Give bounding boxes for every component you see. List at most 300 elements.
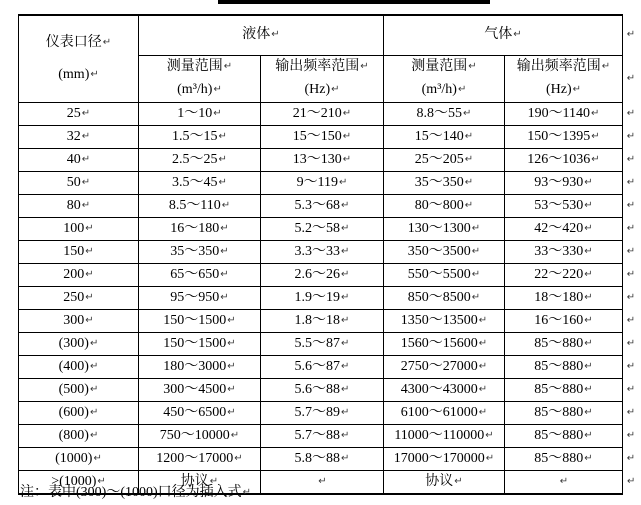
- table-cell: [384, 401, 505, 424]
- cell-value: 35～350: [170, 243, 220, 259]
- pilcrow-mark: ↵: [218, 176, 227, 188]
- table-cell: [139, 424, 261, 447]
- pilcrow-mark: ↵: [627, 475, 636, 487]
- pilcrow-mark: ↵: [81, 153, 91, 165]
- table-cell: [384, 263, 505, 286]
- row-end-mark: [623, 424, 639, 447]
- table-row: [19, 217, 639, 240]
- pilcrow-mark: ↵: [93, 452, 102, 464]
- pilcrow-mark: ↵: [85, 268, 94, 280]
- table-cell: [505, 470, 623, 494]
- cell-value: 1～10: [177, 105, 213, 121]
- table-cell: [384, 332, 505, 355]
- pilcrow-mark: ↵: [339, 176, 348, 188]
- pilcrow-mark: ↵: [89, 406, 99, 418]
- pilcrow-mark: ↵: [97, 475, 106, 487]
- table-cell: [505, 171, 623, 194]
- table-row: [19, 424, 639, 447]
- cell-value: 85～880: [534, 427, 584, 443]
- table-header-row-1: [19, 15, 639, 55]
- pilcrow-mark: ↵: [81, 199, 91, 211]
- cell-value: 1560～15600: [400, 335, 478, 351]
- pilcrow-mark: ↵: [342, 130, 352, 142]
- cell-value: 3.3～33: [294, 243, 341, 259]
- row-end-mark: [623, 263, 639, 286]
- pilcrow-mark: ↵: [89, 337, 99, 349]
- table-cell: [505, 263, 623, 286]
- pilcrow-mark: ↵: [584, 452, 593, 464]
- table-cell: [261, 171, 384, 194]
- pilcrow-mark: ↵: [591, 130, 600, 142]
- pilcrow-mark: ↵: [626, 29, 636, 40]
- cell-value: 协议: [180, 473, 209, 489]
- cell-value: 5.7～88: [294, 427, 341, 443]
- pilcrow-mark: ↵: [471, 268, 481, 280]
- cell-value: (300): [58, 335, 89, 351]
- pilcrow-mark: ↵: [341, 222, 350, 234]
- row-end-mark: [623, 286, 639, 309]
- cell-value: 85～880: [534, 381, 584, 397]
- cell-value: 25～205: [414, 151, 464, 167]
- pilcrow-mark: ↵: [341, 268, 350, 280]
- table-cell: [384, 194, 505, 217]
- table-cell: [384, 424, 505, 447]
- cell-value: 6100～61000: [400, 404, 478, 420]
- table-cell: [384, 125, 505, 148]
- pilcrow-mark: ↵: [342, 107, 352, 119]
- table-cell: [384, 240, 505, 263]
- table-cell: [505, 424, 623, 447]
- cell-value: 5.8～88: [294, 450, 341, 466]
- table-cell: [139, 447, 261, 470]
- pilcrow-mark: ↵: [464, 176, 474, 188]
- table-row: [19, 263, 639, 286]
- table-cell: [19, 194, 139, 217]
- table-row: [19, 401, 639, 424]
- pilcrow-mark: ↵: [626, 268, 636, 280]
- pilcrow-mark: ↵: [626, 222, 636, 234]
- table-cell: [261, 102, 384, 125]
- table-cell: [139, 286, 261, 309]
- cell-value: 5.7～89: [294, 404, 341, 420]
- pilcrow-mark: ↵: [454, 475, 463, 487]
- table-cell: [139, 401, 261, 424]
- cell-value: 95～950: [170, 289, 220, 305]
- cell-value: 450～6500: [163, 404, 227, 420]
- pilcrow-mark: ↵: [601, 60, 611, 72]
- pilcrow-mark: ↵: [271, 29, 280, 41]
- table-cell: [384, 102, 505, 125]
- cell-value: 4300～43000: [400, 381, 478, 397]
- header-cell-gas-frequency: 输出频率范围↵ (Hz)↵: [505, 55, 623, 102]
- pilcrow-mark: ↵: [341, 406, 350, 418]
- pilcrow-mark: ↵: [341, 452, 350, 464]
- pilcrow-mark: ↵: [584, 222, 593, 234]
- pilcrow-mark: ↵: [478, 383, 488, 395]
- pilcrow-mark: ↵: [626, 245, 636, 257]
- cell-value: 80～800: [414, 197, 464, 213]
- cell-value: 1200～17000: [156, 450, 234, 466]
- cell-value: 15～150: [292, 128, 342, 144]
- pilcrow-mark: ↵: [626, 199, 636, 211]
- pilcrow-mark: ↵: [234, 452, 243, 464]
- table-cell: [261, 217, 384, 240]
- pilcrow-mark: ↵: [341, 337, 350, 349]
- pilcrow-mark: ↵: [221, 199, 231, 211]
- cell-value: 850～8500: [407, 289, 471, 305]
- cell-value: 5.3～68: [294, 197, 341, 213]
- pilcrow-mark: ↵: [341, 383, 350, 395]
- table-cell: [384, 171, 505, 194]
- cell-value: 100: [63, 220, 85, 236]
- table-cell: [505, 286, 623, 309]
- pilcrow-mark: ↵: [626, 107, 636, 119]
- cell-value: (800): [58, 427, 89, 443]
- cell-value: 1.5～15: [172, 128, 218, 144]
- header-cell-diameter: [19, 15, 139, 102]
- table-cell: [384, 470, 505, 494]
- table-cell: [505, 378, 623, 401]
- table-cell: [505, 125, 623, 148]
- row-end-mark: [623, 171, 639, 194]
- cell-value: 8.5～110: [168, 197, 221, 213]
- pilcrow-mark: ↵: [220, 291, 229, 303]
- pilcrow-mark: ↵: [227, 406, 236, 418]
- table-cell: [139, 102, 261, 125]
- pilcrow-mark: ↵: [464, 199, 474, 211]
- pilcrow-mark: ↵: [471, 291, 481, 303]
- table-cell: [505, 194, 623, 217]
- pilcrow-mark: ↵: [341, 429, 350, 441]
- table-row: [19, 355, 639, 378]
- table-row: [19, 148, 639, 171]
- pilcrow-mark: ↵: [471, 222, 481, 234]
- pilcrow-mark: ↵: [341, 291, 350, 303]
- table-cell: [19, 401, 139, 424]
- pilcrow-mark: ↵: [485, 452, 495, 464]
- table-cell: [505, 102, 623, 125]
- pilcrow-mark: ↵: [626, 130, 636, 142]
- table-cell: [19, 217, 139, 240]
- pilcrow-mark: ↵: [626, 72, 636, 84]
- table-row: [19, 102, 639, 125]
- pilcrow-mark: ↵: [220, 268, 229, 280]
- pilcrow-mark: ↵: [341, 199, 350, 211]
- table-cell: [19, 286, 139, 309]
- table-cell: [384, 148, 505, 171]
- pilcrow-mark: ↵: [227, 383, 236, 395]
- row-end-mark: [623, 240, 639, 263]
- pilcrow-mark: ↵: [626, 176, 636, 188]
- table-cell: [505, 240, 623, 263]
- pilcrow-mark: ↵: [584, 176, 593, 188]
- cell-value: 15～140: [414, 128, 464, 144]
- pilcrow-mark: ↵: [218, 130, 227, 142]
- cell-value: 2750～27000: [400, 358, 478, 374]
- table-cell: [505, 217, 623, 240]
- pilcrow-mark: ↵: [89, 383, 99, 395]
- cell-value: 150: [63, 243, 85, 259]
- table-row: [19, 286, 639, 309]
- table-cell: [505, 148, 623, 171]
- table-cell: [19, 171, 139, 194]
- pilcrow-mark: ↵: [591, 153, 600, 165]
- pilcrow-mark: ↵: [478, 337, 488, 349]
- table-row: [19, 332, 639, 355]
- table-row: [19, 378, 639, 401]
- table-cell: [19, 447, 139, 470]
- pilcrow-mark: ↵: [457, 83, 467, 95]
- pilcrow-mark: ↵: [584, 291, 593, 303]
- pilcrow-mark: ↵: [85, 222, 94, 234]
- cell-value: 85～880: [534, 358, 584, 374]
- row-end-mark: [623, 15, 639, 55]
- table-cell: [505, 447, 623, 470]
- table-cell: [139, 194, 261, 217]
- pilcrow-mark: ↵: [102, 36, 112, 48]
- cell-value: 93～930: [534, 174, 584, 190]
- pilcrow-mark: ↵: [626, 153, 636, 165]
- pilcrow-mark: ↵: [220, 222, 229, 234]
- table-cell: [19, 424, 139, 447]
- cell-value: 17000～170000: [393, 450, 485, 466]
- cell-value: 5.5～87: [294, 335, 341, 351]
- cell-value: 550～5500: [407, 266, 471, 282]
- cell-value: 8.8～55: [416, 105, 463, 121]
- pilcrow-mark: ↵: [218, 153, 227, 165]
- row-end-mark: [623, 470, 639, 494]
- row-end-mark: [623, 378, 639, 401]
- pilcrow-mark: ↵: [89, 429, 99, 441]
- table-row: [19, 125, 639, 148]
- pilcrow-mark: ↵: [227, 360, 236, 372]
- cell-value: 130～1300: [407, 220, 471, 236]
- note-label: 注：表中(300)～(1000)口径为插入式: [20, 485, 242, 500]
- table-cell: [384, 217, 505, 240]
- cell-value: 42～420: [534, 220, 584, 236]
- pilcrow-mark: ↵: [463, 107, 472, 119]
- pilcrow-mark: ↵: [584, 406, 593, 418]
- pilcrow-mark: ↵: [464, 130, 474, 142]
- table-cell: [19, 378, 139, 401]
- cell-value: 25: [66, 105, 81, 121]
- cell-value: 80: [66, 197, 81, 213]
- table-cell: [139, 171, 261, 194]
- cell-value: 180～3000: [163, 358, 227, 374]
- cell-value: 200: [63, 266, 85, 282]
- cell-value: 150～1500: [163, 312, 227, 328]
- cell-value: 11000～110000: [394, 427, 485, 443]
- table-cell: [19, 148, 139, 171]
- cell-value: 9～119: [296, 174, 339, 190]
- pilcrow-mark: ↵: [213, 107, 222, 119]
- pilcrow-mark: ↵: [81, 130, 91, 142]
- pilcrow-mark: ↵: [478, 314, 488, 326]
- table-row: [19, 240, 639, 263]
- table-cell: [261, 286, 384, 309]
- table-cell: [261, 424, 384, 447]
- cell-value: 2.5～25: [172, 151, 218, 167]
- table-row: [19, 309, 639, 332]
- cell-value: 16～160: [534, 312, 584, 328]
- table-cell: [384, 286, 505, 309]
- pilcrow-mark: ↵: [209, 475, 219, 487]
- header-cell-gas: 气体↵: [384, 15, 623, 55]
- pilcrow-mark: ↵: [81, 107, 91, 119]
- table-cell: [505, 355, 623, 378]
- spec-table-body: [19, 102, 639, 494]
- pilcrow-mark: ↵: [626, 406, 636, 418]
- pilcrow-mark: ↵: [584, 245, 593, 257]
- pilcrow-mark: ↵: [220, 245, 229, 257]
- cell-value: 53～530: [534, 197, 584, 213]
- row-end-mark: [623, 102, 639, 125]
- cell-value: 300～4500: [163, 381, 227, 397]
- table-cell: [139, 355, 261, 378]
- table-cell: [261, 401, 384, 424]
- pilcrow-mark: ↵: [81, 176, 91, 188]
- pilcrow-mark: ↵: [584, 268, 593, 280]
- table-cell: [384, 447, 505, 470]
- pilcrow-mark: ↵: [584, 337, 593, 349]
- cell-value: 32: [66, 128, 81, 144]
- cell-value: 65～650: [170, 266, 220, 282]
- row-end-mark: [623, 125, 639, 148]
- pilcrow-mark: ↵: [478, 406, 488, 418]
- table-cell: [19, 263, 139, 286]
- header-cell-gas-range: 测量范围↵ (m³/h)↵: [384, 55, 505, 102]
- pilcrow-mark: ↵: [626, 337, 636, 349]
- header-diameter-line1: 仪表口径↵: [45, 34, 112, 50]
- table-cell: [261, 332, 384, 355]
- table-cell: [139, 125, 261, 148]
- table-cell: [505, 309, 623, 332]
- pilcrow-mark: ↵: [584, 199, 593, 211]
- pilcrow-mark: ↵: [468, 60, 477, 72]
- table-cell: [139, 309, 261, 332]
- cell-value: 2.6～26: [294, 266, 341, 282]
- pilcrow-mark: ↵: [85, 291, 94, 303]
- cell-value: 150～1500: [163, 335, 227, 351]
- row-end-mark: [623, 194, 639, 217]
- table-cell: [261, 309, 384, 332]
- pilcrow-mark: ↵: [341, 245, 350, 257]
- table-cell: [19, 240, 139, 263]
- header-diameter-line2: (mm)↵: [58, 66, 99, 82]
- table-cell: [139, 332, 261, 355]
- table-cell: [261, 263, 384, 286]
- cell-value: 126～1036: [527, 151, 591, 167]
- row-end-mark: [623, 55, 639, 102]
- table-cell: [261, 125, 384, 148]
- cell-value: 协议: [425, 473, 454, 489]
- pilcrow-mark: ↵: [572, 83, 582, 95]
- pilcrow-mark: ↵: [90, 68, 99, 80]
- table-cell: [19, 332, 139, 355]
- cell-value: >(1000): [51, 473, 97, 489]
- cell-value: 16～180: [170, 220, 220, 236]
- pilcrow-mark: ↵: [227, 337, 236, 349]
- pilcrow-mark: ↵: [213, 83, 222, 95]
- cell-value: 190～1140: [527, 105, 591, 121]
- row-end-mark: [623, 447, 639, 470]
- table-cell: [261, 470, 384, 494]
- cell-value: 150～1395: [527, 128, 591, 144]
- table-cell: [261, 355, 384, 378]
- table-cell: [261, 194, 384, 217]
- cell-value: 33～330: [534, 243, 584, 259]
- table-cell: [19, 355, 139, 378]
- cell-value: 750～10000: [159, 427, 230, 443]
- pilcrow-mark: ↵: [584, 314, 593, 326]
- cell-value: 5.2～58: [294, 220, 341, 236]
- table-cell: [139, 378, 261, 401]
- title-underline-bar: [218, 0, 490, 4]
- cell-value: (500): [58, 381, 89, 397]
- row-end-mark: [623, 401, 639, 424]
- pilcrow-mark: ↵: [318, 475, 327, 487]
- cell-value: (600): [58, 404, 89, 420]
- cell-value: 85～880: [534, 404, 584, 420]
- cell-value: 40: [66, 151, 81, 167]
- table-cell: [261, 240, 384, 263]
- table-row: [19, 447, 639, 470]
- pilcrow-mark: ↵: [471, 245, 481, 257]
- pilcrow-mark: ↵: [464, 153, 474, 165]
- row-end-mark: [623, 309, 639, 332]
- cell-value: 5.6～87: [294, 358, 341, 374]
- pilcrow-mark: ↵: [485, 429, 494, 441]
- cell-value: (1000): [55, 450, 93, 466]
- table-row: [19, 194, 639, 217]
- pilcrow-mark: ↵: [341, 314, 350, 326]
- row-end-mark: [623, 332, 639, 355]
- cell-value: 85～880: [534, 450, 584, 466]
- cell-value: 50: [66, 174, 81, 190]
- cell-value: (400): [58, 358, 89, 374]
- pilcrow-mark: ↵: [591, 107, 600, 119]
- row-end-mark: [623, 148, 639, 171]
- table-cell: [19, 309, 139, 332]
- pilcrow-mark: ↵: [223, 60, 233, 72]
- pilcrow-mark: ↵: [626, 291, 636, 303]
- table-cell: [19, 102, 139, 125]
- table-cell: [384, 355, 505, 378]
- pilcrow-mark: ↵: [559, 475, 569, 487]
- cell-value: 1350～13500: [400, 312, 478, 328]
- table-cell: [261, 447, 384, 470]
- pilcrow-mark: ↵: [626, 383, 636, 395]
- pilcrow-mark: ↵: [626, 452, 636, 464]
- pilcrow-mark: ↵: [584, 383, 593, 395]
- header-cell-liquid-frequency: 输出频率范围↵ (Hz)↵: [261, 55, 384, 102]
- pilcrow-mark: ↵: [341, 360, 350, 372]
- pilcrow-mark: ↵: [89, 360, 99, 372]
- cell-value: 350～3500: [407, 243, 471, 259]
- table-row: [19, 171, 639, 194]
- row-end-mark: [623, 217, 639, 240]
- table-cell: [139, 240, 261, 263]
- cell-value: 22～220: [534, 266, 584, 282]
- pilcrow-mark: ↵: [584, 429, 593, 441]
- cell-value: 18～180: [534, 289, 584, 305]
- table-cell: [261, 378, 384, 401]
- pilcrow-mark: ↵: [331, 83, 340, 95]
- table-cell: [139, 263, 261, 286]
- cell-value: 1.8～18: [294, 312, 341, 328]
- pilcrow-mark: ↵: [478, 360, 488, 372]
- pilcrow-mark: ↵: [626, 429, 636, 441]
